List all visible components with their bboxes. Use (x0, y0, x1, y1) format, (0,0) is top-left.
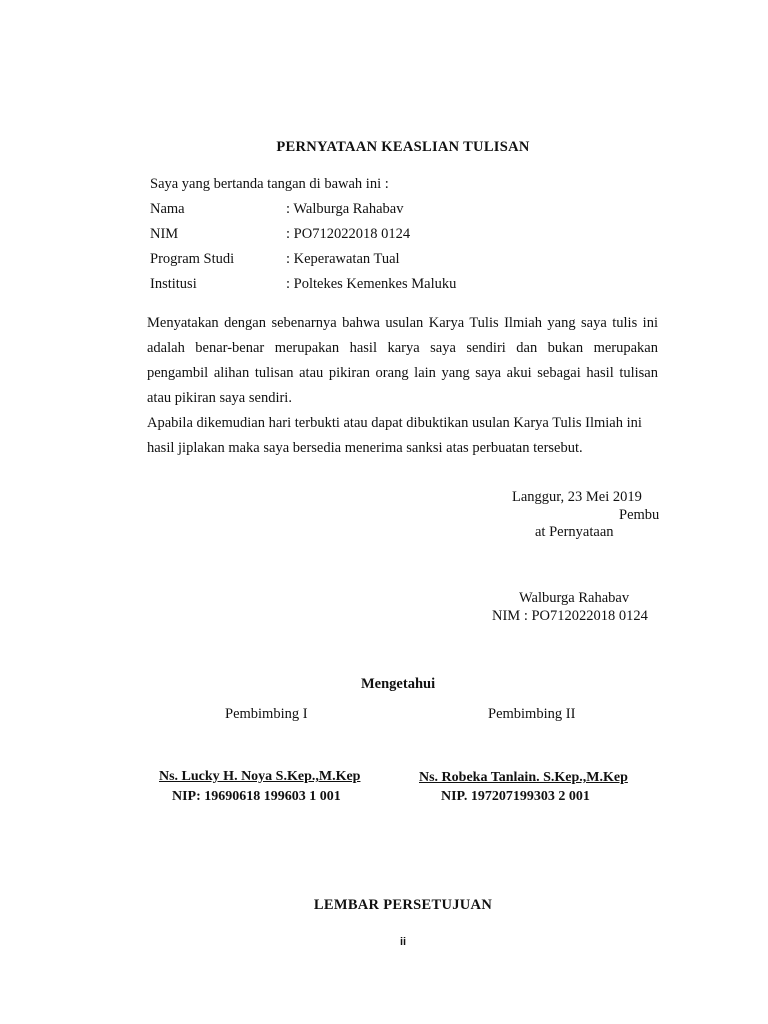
supervisor1-role: Pembimbing I (225, 706, 308, 722)
statement-paragraph-2: Apabila dikemudian hari terbukti atau dapat dibuktikan usulan Karya Tulis Ilmiah ini hasil jiplakan maka saya bersedia menerima sanksi atas perbuatan tersebut. (147, 415, 642, 456)
identity-label: Program Studi (150, 251, 235, 267)
maker-label-line1: Pembu (619, 507, 660, 523)
identity-value: : PO712022018 0124 (286, 226, 411, 242)
identity-label: Nama (150, 201, 185, 217)
acknowledged-heading: Mengetahui (361, 676, 436, 692)
statement-paragraph-1: Menyatakan dengan sebenarnya bahwa usulan Karya Tulis Ilmiah yang saya tulis ini adalah benar-benar merupakan hasil karya saya sendiri dan bukan merupakan pengambil alihan tulisan atau pikiran orang lain yang saya akui sebagai hasil tulisan atau pikiran saya sendiri. (147, 315, 658, 406)
identity-label: Institusi (150, 276, 197, 292)
statement-body (147, 311, 658, 461)
place-date: Langgur, 23 Mei 2019 (512, 489, 642, 505)
identity-value: : Poltekes Kemenkes Maluku (286, 276, 457, 292)
identity-label: NIM (150, 226, 179, 242)
page-title: PERNYATAAN KEASLIAN TULISAN (276, 139, 530, 155)
supervisor2-name: Ns. Robeka Tanlain. S.Kep.,M.Kep (419, 770, 628, 785)
supervisor2-role: Pembimbing II (488, 706, 576, 722)
identity-row-nim (150, 226, 410, 243)
supervisor2-nip: NIP. 197207199303 2 001 (441, 789, 590, 804)
next-section-title: LEMBAR PERSETUJUAN (313, 897, 493, 913)
identity-row-program-studi (150, 251, 400, 268)
supervisor1-name: Ns. Lucky H. Noya S.Kep.,M.Kep (159, 769, 361, 784)
supervisor1-nip: NIP: 19690618 199603 1 001 (172, 789, 341, 804)
maker-label-line2: at Pernyataan (535, 524, 614, 540)
identity-value: : Walburga Rahabav (286, 201, 404, 217)
identity-value: : Keperawatan Tual (286, 251, 400, 267)
identity-row-nama (150, 201, 404, 218)
signer-nim: NIM : PO712022018 0124 (492, 608, 648, 624)
identity-row-institusi (150, 276, 456, 293)
page-number: ii (399, 936, 407, 948)
intro-text: Saya yang bertanda tangan di bawah ini : (150, 176, 389, 192)
signer-name: Walburga Rahabav (519, 590, 630, 606)
